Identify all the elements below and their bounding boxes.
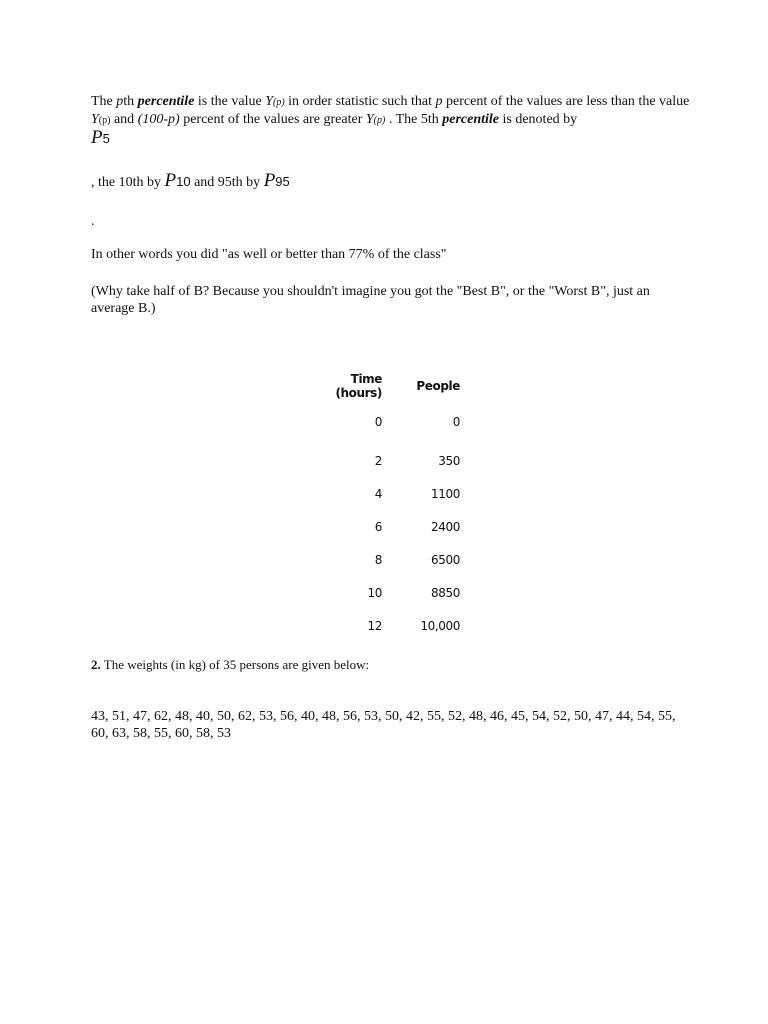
text-span: The <box>91 94 117 109</box>
text-span: is denoted by <box>499 112 578 127</box>
text-span: in order statistic such that <box>284 94 436 109</box>
text-span: Y <box>365 112 374 127</box>
text-span: , the 10th by <box>91 175 165 190</box>
text-span: and <box>110 112 138 127</box>
text-span: percent of the values are greater <box>179 112 366 127</box>
time-people-table <box>306 372 460 642</box>
text-span: p <box>435 94 443 109</box>
denoted-line <box>91 172 691 191</box>
dot-line: . <box>91 214 95 229</box>
table-cell: 8 <box>374 552 382 567</box>
table-row <box>306 477 460 510</box>
table-row <box>306 543 460 576</box>
percentile-definition <box>91 93 691 148</box>
percentile-term: percentile <box>137 94 195 109</box>
table-row <box>306 510 460 543</box>
text-span: is the value <box>194 94 266 109</box>
table-cell: 1100 <box>431 486 460 501</box>
text-span: p <box>116 94 124 109</box>
p-subscript: 5 <box>102 131 110 146</box>
question-number: 2. <box>91 657 101 672</box>
table-cell: 12 <box>367 618 382 633</box>
table-cell: 0 <box>452 415 460 429</box>
why-note-paragraph: (Why take half of B? Because you shouldn't imagine you got the "Best B", or the "Worst B", just an average B.) <box>91 284 650 316</box>
table-cell: 6500 <box>431 552 460 567</box>
text-span: Y <box>91 112 99 127</box>
p-symbol: P <box>164 170 177 191</box>
text-span: and 95th by <box>190 175 264 190</box>
table-row <box>306 400 460 444</box>
weights-list: 43, 51, 47, 62, 48, 40, 50, 62, 53, 56, 40, 48, 56, 53, 50, 42, 55, 52, 48, 46, 45, 54, 52, 50, 47, 44, 54, 55, 60, 63, 58, 55, 60, 58, 53 <box>91 709 676 741</box>
table-header-row <box>306 372 460 400</box>
p-symbol: P <box>263 170 276 191</box>
table-row <box>306 609 460 642</box>
text-span: . The 5th <box>385 112 443 127</box>
table-row <box>306 444 460 477</box>
percentile-term: percentile <box>442 112 499 127</box>
table-cell: 350 <box>438 453 460 468</box>
other-words-paragraph: In other words you did "as well or better than 77% of the class" <box>91 247 447 262</box>
table-cell: 8850 <box>431 585 460 600</box>
table-cell: 10,000 <box>420 618 460 633</box>
table-cell: 10 <box>367 585 382 600</box>
text-span: (p) <box>98 115 111 126</box>
text-span: (100-p) <box>137 112 180 127</box>
table-row <box>306 576 460 609</box>
table-cell: 2400 <box>431 519 460 534</box>
table-cell: 2 <box>374 453 382 468</box>
column-header: People <box>416 379 460 393</box>
p-symbol: P <box>91 127 103 148</box>
p-subscript: 95 <box>275 174 290 189</box>
question-2 <box>91 656 691 673</box>
text-span: percent of the values are less than the value <box>442 94 690 109</box>
table-cell: 0 <box>374 415 382 429</box>
table-cell: 4 <box>374 486 382 501</box>
column-header: Time (hours) <box>335 372 382 400</box>
text-span: (p) <box>272 97 285 108</box>
text-span: (p) <box>373 115 386 126</box>
text-span: Y <box>265 94 273 109</box>
p-subscript: 10 <box>176 174 191 189</box>
table-cell: 6 <box>374 519 382 534</box>
text-span: th <box>123 94 138 109</box>
question-text: The weights (in kg) of 35 persons are given below: <box>100 657 370 672</box>
